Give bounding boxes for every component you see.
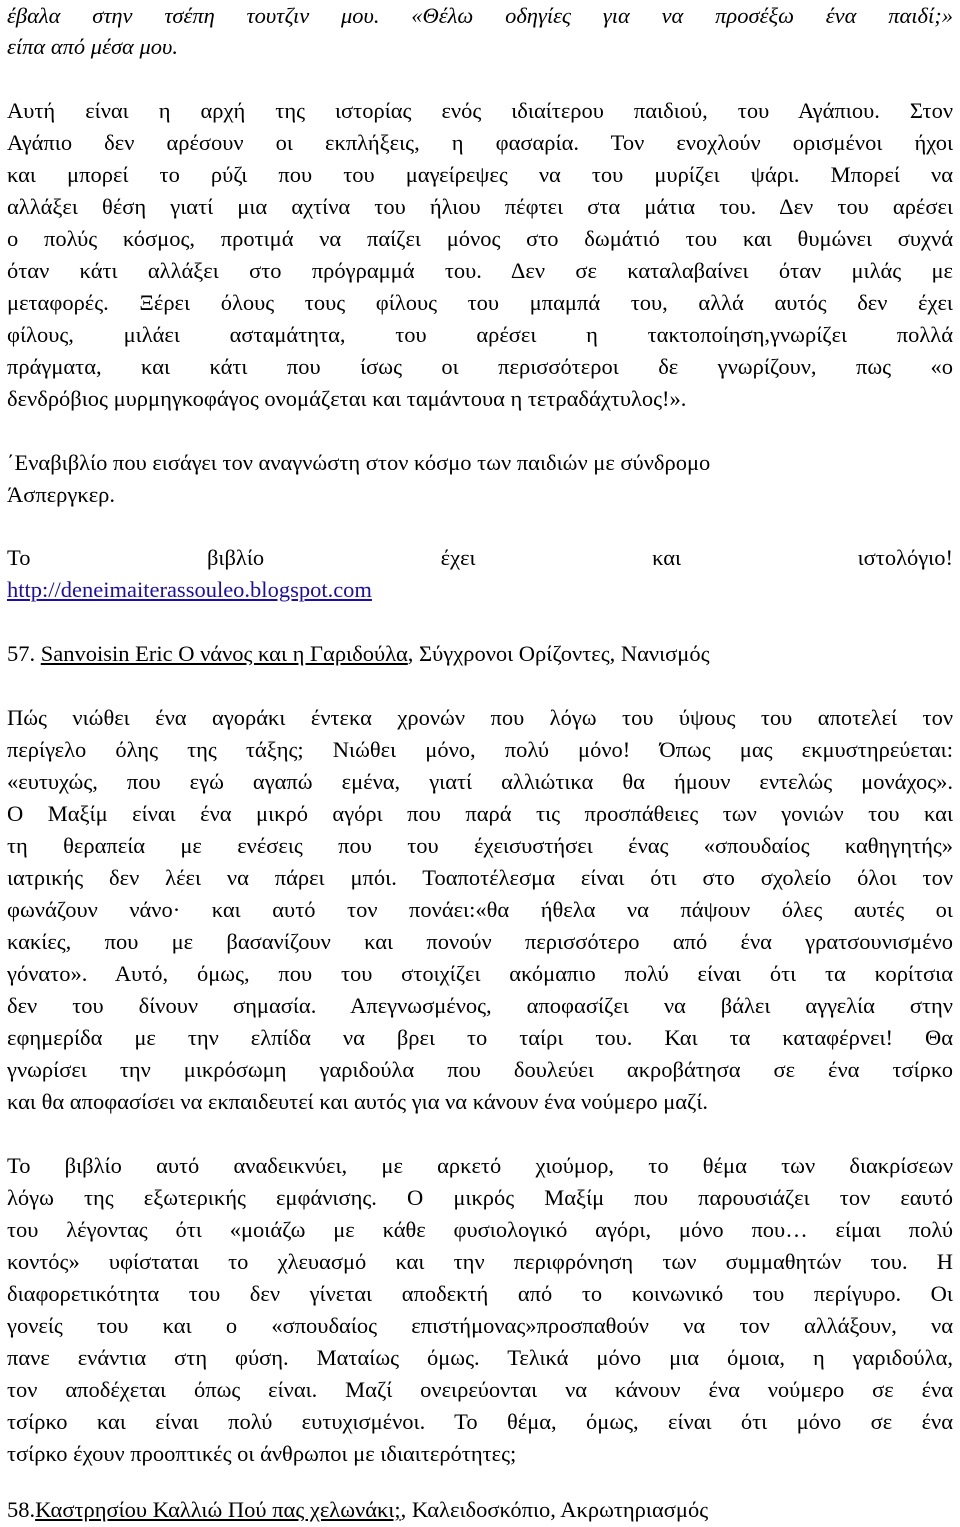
paragraph-line: Το βιβλίο αυτό αναδεικνύει, με αρκετό χιούμορ, το θέμα των διακρίσεων: [7, 1153, 953, 1178]
entry-title-link[interactable]: Καστρησίου Καλλιώ Πού πας χελωνάκι;: [35, 1497, 401, 1522]
blog-url-line: [7, 576, 953, 604]
paragraph-line: και μπορεί το ρύζι που του μαγείρεψες να του μυρίζει ψάρι. Μπορεί να: [7, 162, 953, 187]
paragraph-line: διαφορετικότητα του δεν γίνεται αποδεκτή από το κοινωνικό του περίγυρο. Οι: [7, 1281, 953, 1306]
blog-word: βιβλίο: [206, 545, 265, 570]
paragraph-line: εφημερίδα με την ελπίδα να βρει το ταίρι του. Και τα καταφέρνει! Θα: [7, 1025, 953, 1050]
paragraph-line: ο πολύς κόσμος, προτιμά να παίζει μόνος στο δωμάτιό του και θυμώνει συχνά: [7, 226, 953, 251]
paragraph-line: τη θεραπεία με ενέσεις που του έχεισυστήσει ένας «σπουδαίος καθηγητής»: [7, 833, 953, 858]
paragraph-line: κακίες, που με βασανίζουν και πονούν περισσότερο από ένα γρατσουνισμένο: [7, 929, 953, 954]
paragraph-line: δεν του δίνουν σημασία. Απεγνωσμένος, αποφασίζει να βάλει αγγελία στην: [7, 993, 953, 1018]
paragraph-line: όταν κάτι αλλάξει στο πρόγραμμά του. Δεν σε καταλαβαίνει όταν μιλάς με: [7, 258, 953, 283]
paragraph-line: φίλους, μιλάει ασταμάτητα, του αρέσει η τακτοποίηση,γνωρίζει πολλά: [7, 322, 953, 347]
entry-title-link[interactable]: Sanvoisin Eric Ο νάνος και η Γαριδούλα: [40, 641, 408, 666]
paragraph-line: Αγάπιο δεν αρέσουν οι εκπλήξεις, η φασαρία. Τον ενοχλούν ορισμένοι ήχοι: [7, 130, 953, 155]
paragraph-line: και θα αποφασίσει να εκπαιδευτεί και αυτός για να κάνουν ένα νούμερο μαζί.: [7, 1089, 709, 1114]
paragraph-line: γνωρίσει την μικρόσωμη γαριδούλα που δουλεύει ακροβάτησα σε ένα τσίρκο: [7, 1057, 953, 1082]
paragraph-line: φωνάζουν νάνο· και αυτό τον πονάει:«θα ήθελα να πάψουν όλες αυτές οι: [7, 897, 953, 922]
paragraph-line: λόγω της εξωτερικής εμφάνισης. Ο μικρός Μαξίμ που παρουσιάζει τον εαυτό: [7, 1185, 953, 1210]
paragraph-line: αλλάξει θέση γιατί μια αχτίνα του ήλιου πέφτει στα μάτια του. Δεν του αρέσει: [7, 194, 953, 219]
quote-line: είπα από μέσα μου.: [7, 34, 178, 59]
entry-number: 57.: [7, 641, 36, 666]
paragraph-line: ΄Εναβιβλίο που εισάγει τον αναγνώστη στον κόσμο των παιδιών με σύνδρομο: [7, 450, 711, 475]
paragraph-line: περίγελο όλης της τάξης; Νιώθει μόνο, πολύ μόνο! Όπως μας εκμυστηρεύεται:: [7, 737, 953, 762]
paragraph-line: τσίρκο και είναι πολύ ευτυχισμένοι. Το θέμα, όμως, είναι ότι μόνο σε ένα: [7, 1409, 953, 1434]
paragraph-line: κοντός» υφίσταται το χλευασμό και την περιφρόνηση των συμμαθητών του. Η: [7, 1249, 953, 1274]
paragraph-line: δενδρόβιος μυρμηγκοφάγος ονομάζεται και ταμάντουα η τετραδάχτυλος!».: [7, 386, 687, 411]
blog-word: έχει: [440, 545, 476, 570]
paragraph-line: τσίρκο έχουν προοπτικές οι άνθρωποι με ιδιαιτερότητες;: [7, 1441, 517, 1466]
blog-word: και: [652, 545, 682, 570]
paragraph-line: πανε ενάντια στη φύση. Ματαίως όμως. Τελικά μόνο μια όμοια, η γαριδούλα,: [7, 1345, 953, 1370]
paragraph-line: Αυτή είναι η αρχή της ιστορίας ενός ιδιαίτερου παιδιού, του Αγάπιου. Στον: [7, 98, 953, 123]
paragraph-line: μεταφορές. Ξέρει όλους τους φίλους του μπαμπά του, αλλά αυτός δεν έχει: [7, 290, 953, 315]
blog-link[interactable]: http://deneimaiterassouleo.blogspot.com: [7, 577, 372, 602]
blog-line: [7, 544, 953, 572]
paragraph-line: Πώς νιώθει ένα αγοράκι έντεκα χρονών που λόγω του ύψους του αποτελεί τον: [7, 705, 953, 730]
entry-number: 58.: [7, 1497, 36, 1522]
blog-word: Το: [7, 545, 31, 570]
entry-details: , Καλειδοσκόπιο, Ακρωτηριασμός: [400, 1497, 709, 1522]
entry-heading-57: [7, 640, 953, 668]
paragraph-line: πράγματα, και κάτι που ίσως οι περισσότεροι δε γνωρίζουν, πως «ο: [7, 354, 953, 379]
paragraph-line: ιατρικής δεν λέει να πάρει μπόι. Τοαποτέλεσμα είναι ότι στο σχολείο όλοι τον: [7, 865, 953, 890]
entry-heading-58: [7, 1496, 953, 1524]
paragraph-line: γονείς του και ο «σπουδαίος επιστήμονας»προσπαθούν να τον αλλάξουν, να: [7, 1313, 953, 1338]
paragraph-line: του λέγοντας ότι «μοιάζω με κάθε φυσιολογικό αγόρι, μόνο που… είμαι πολύ: [7, 1217, 953, 1242]
paragraph-line: γόνατο». Αυτό, όμως, που του στοιχίζει ακόμαπιο πολύ είναι ότι τα κορίτσια: [7, 961, 953, 986]
paragraph-line: Άσπεργκερ.: [7, 482, 115, 507]
paragraph-line: «ευτυχώς, που εγώ αγαπώ εμένα, γιατί αλλιώτικα θα ήμουν εντελώς μονάχος».: [7, 769, 953, 794]
entry-details: , Σύγχρονοι Ορίζοντες, Νανισμός: [407, 641, 710, 666]
paragraph-line: Ο Μαξίμ είναι ένα μικρό αγόρι που παρά τις προσπάθειες των γονιών του και: [7, 801, 953, 826]
quote-line: έβαλα στην τσέπη τουτζιν μου. «Θέλω οδηγίες για να προσέξω ένα παιδί;»: [7, 3, 953, 28]
paragraph-line: τον αποδέχεται όπως είναι. Μαζί ονειρεύονται να κάνουν ένα νούμερο σε ένα: [7, 1377, 953, 1402]
blog-word: ιστολόγιο!: [857, 545, 953, 570]
